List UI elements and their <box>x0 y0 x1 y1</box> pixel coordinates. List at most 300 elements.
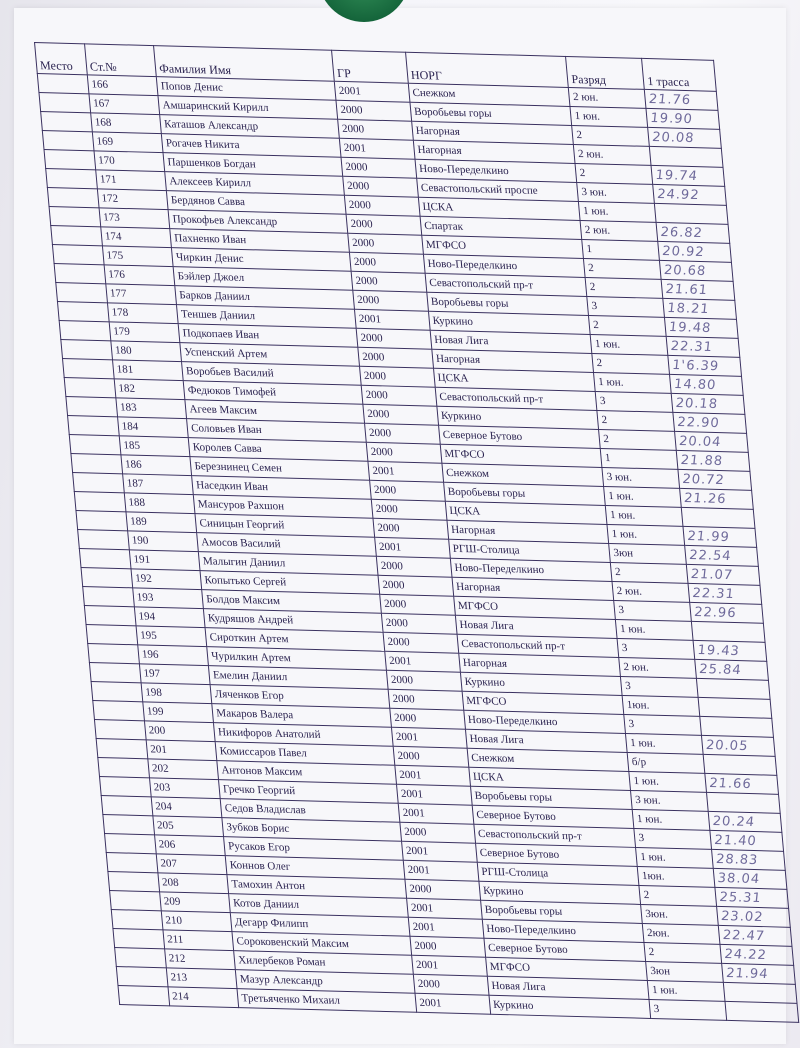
row-place <box>74 492 126 512</box>
row-name: Синицын Георгий <box>195 514 375 538</box>
row-rank: 3 <box>614 600 692 621</box>
row-organization: Воробьевы горы <box>410 102 572 125</box>
row-organization: Ново-Переделкино <box>464 710 626 733</box>
row-rank: 1юн. <box>638 866 716 887</box>
row-run-1-time: 21.66 <box>705 773 778 794</box>
row-start-number: 184 <box>117 417 188 438</box>
row-place <box>108 872 160 892</box>
row-rank: 2 <box>639 885 717 906</box>
row-place <box>49 207 101 227</box>
row-name: Мансуров Рахшон <box>194 495 374 519</box>
row-place <box>71 454 123 474</box>
row-organization: Ново-Переделкино <box>423 254 585 277</box>
row-run-1-time <box>682 507 755 528</box>
row-name: Каташов Александр <box>160 115 340 139</box>
row-start-number: 177 <box>106 284 177 305</box>
row-start-number: 183 <box>116 398 187 419</box>
row-run-1-time: 20.18 <box>672 393 745 414</box>
row-organization: Севастопольский проспе <box>417 178 579 201</box>
row-birth-year: 2000 <box>378 575 453 596</box>
row-rank: 1 юн. <box>604 486 682 507</box>
row-start-number: 182 <box>114 379 185 400</box>
row-run-1-time: 28.83 <box>712 849 785 870</box>
row-birth-year: 2001 <box>340 138 415 159</box>
row-place <box>91 682 143 702</box>
row-place <box>116 967 168 987</box>
row-rank: 2 юн. <box>574 144 652 165</box>
row-organization: Ново-Переделкино <box>482 919 644 942</box>
row-run-1-time: 22.47 <box>719 925 792 946</box>
row-organization: Севастопольский пр-т <box>474 824 636 847</box>
row-start-number: 178 <box>107 303 178 324</box>
row-organization: Спартак <box>420 216 582 239</box>
row-organization: Новая Лига <box>487 976 649 999</box>
row-rank: 1 юн. <box>636 847 714 868</box>
row-rank: 1 юн. <box>606 505 684 526</box>
row-run-1-time <box>700 716 773 737</box>
row-place <box>101 796 153 816</box>
row-run-1-time: 14.80 <box>670 374 743 395</box>
row-run-1-time <box>650 146 723 167</box>
row-run-1-time: 20.72 <box>678 469 751 490</box>
row-place <box>64 378 116 398</box>
row-start-number: 188 <box>124 493 195 514</box>
row-organization: Куркино <box>489 995 651 1018</box>
row-place <box>88 644 140 664</box>
row-organization: Северное Бутово <box>472 805 634 828</box>
row-start-number: 199 <box>143 702 214 723</box>
row-place <box>51 226 103 246</box>
row-organization: ЦСКА <box>445 501 607 524</box>
row-birth-year: 2000 <box>405 879 480 900</box>
row-name: Малыгин Даниил <box>199 552 379 576</box>
row-birth-year: 2000 <box>380 594 455 615</box>
row-start-number: 171 <box>96 170 167 191</box>
row-run-1-time: 18.21 <box>663 298 736 319</box>
row-birth-year: 2000 <box>382 613 457 634</box>
row-rank: 3 <box>634 828 712 849</box>
row-organization: Новая Лига <box>455 615 617 638</box>
row-birth-year: 2000 <box>356 328 431 349</box>
row-birth-year: 2000 <box>345 195 420 216</box>
row-place <box>89 663 141 683</box>
row-birth-year: 2001 <box>397 784 472 805</box>
row-birth-year: 2000 <box>390 708 465 729</box>
row-run-1-time: 22.31 <box>688 583 761 604</box>
row-birth-year: 2001 <box>402 841 477 862</box>
header-cell-place: Место <box>35 43 88 75</box>
row-birth-year: 2000 <box>366 442 441 463</box>
row-name: Березнинец Семен <box>190 457 370 481</box>
row-name: Копытько Сергей <box>200 571 380 595</box>
row-birth-year: 2001 <box>385 651 460 672</box>
row-run-1-time <box>703 754 776 775</box>
row-place <box>73 473 125 493</box>
row-start-number: 180 <box>111 341 182 362</box>
row-rank: 1 юн. <box>616 619 694 640</box>
row-birth-year: 2000 <box>410 936 485 957</box>
results-table <box>34 42 799 1023</box>
row-rank: 1юн. <box>623 695 701 716</box>
row-run-1-time: 20.24 <box>709 811 782 832</box>
row-organization: Нагорная <box>432 349 594 372</box>
row-name: Сироткин Артем <box>205 628 385 652</box>
row-birth-year: 2001 <box>334 81 409 102</box>
row-place <box>76 511 128 531</box>
row-name: Соловьев Иван <box>187 419 367 443</box>
row-birth-year: 2001 <box>408 917 483 938</box>
row-start-number: 179 <box>109 322 180 343</box>
row-birth-year: 2000 <box>370 480 445 501</box>
row-rank: 1 юн. <box>594 372 672 393</box>
row-rank: 3 <box>624 714 702 735</box>
row-place <box>54 264 106 284</box>
row-start-number: 209 <box>159 892 230 913</box>
row-place <box>78 530 130 550</box>
row-birth-year: 2000 <box>400 822 475 843</box>
row-name: Успенский Артем <box>180 343 360 367</box>
row-name: Бэйлер Джоел <box>173 267 353 291</box>
row-name: Амосов Василий <box>197 533 377 557</box>
row-run-1-time: 21.88 <box>677 450 750 471</box>
row-name: Антонов Максим <box>217 761 397 785</box>
row-start-number: 175 <box>102 246 173 267</box>
row-run-1-time: 20.92 <box>658 241 731 262</box>
row-place <box>105 834 157 854</box>
row-organization: Ново-Переделкино <box>450 558 612 581</box>
row-organization: МГФСО <box>422 235 584 258</box>
row-rank: 2юн. <box>643 923 721 944</box>
row-organization: Куркино <box>460 672 622 695</box>
row-run-1-time: 21.61 <box>661 279 734 300</box>
row-place <box>44 150 96 170</box>
row-place <box>56 283 108 303</box>
row-birth-year: 2000 <box>336 100 411 121</box>
row-rank: 1 юн. <box>633 809 711 830</box>
row-name: Королев Савва <box>189 438 369 462</box>
row-organization: Куркино <box>428 311 590 334</box>
row-start-number: 173 <box>99 208 170 229</box>
row-start-number: 200 <box>144 721 215 742</box>
row-name: Сороковенский Максим <box>232 932 412 956</box>
row-birth-year: 2001 <box>395 765 470 786</box>
row-run-1-time <box>698 697 771 718</box>
row-place <box>68 416 120 436</box>
row-rank: 3 юн. <box>631 790 709 811</box>
row-run-1-time: 26.82 <box>656 222 729 243</box>
row-rank: 1 юн. <box>570 106 648 127</box>
row-name: Воробьев Василий <box>182 362 362 386</box>
row-run-1-time: 24.92 <box>653 184 726 205</box>
row-start-number: 186 <box>121 455 192 476</box>
row-rank: 2 <box>572 125 650 146</box>
row-organization: Нагорная <box>412 121 574 144</box>
row-place <box>61 340 113 360</box>
row-name: Комиссаров Павел <box>215 742 395 766</box>
row-name: Третьяченко Михаил <box>237 989 417 1013</box>
row-run-1-time: 20.68 <box>660 260 733 281</box>
row-start-number: 207 <box>156 854 227 875</box>
row-place <box>100 777 152 797</box>
header-cell-birth-year: ГР <box>332 50 408 83</box>
row-organization: Куркино <box>479 881 641 904</box>
row-rank: 1 юн. <box>579 201 657 222</box>
row-start-number: 212 <box>165 949 236 970</box>
row-organization: РГШ-Столица <box>477 862 639 885</box>
row-start-number: 191 <box>129 550 200 571</box>
row-organization: Снежком <box>408 83 570 106</box>
row-place <box>118 986 170 1006</box>
row-organization: Нагорная <box>459 653 621 676</box>
row-start-number: 206 <box>154 835 225 856</box>
row-organization: МГФСО <box>462 691 624 714</box>
row-place <box>103 815 155 835</box>
row-organization: ЦСКА <box>433 368 595 391</box>
row-name: Кудряшов Андрей <box>204 609 384 633</box>
row-rank: 2 <box>586 277 664 298</box>
row-birth-year: 2000 <box>360 366 435 387</box>
row-organization: Куркино <box>437 406 599 429</box>
row-organization: Воробьевы горы <box>470 786 632 809</box>
row-organization: РГШ-Столица <box>449 539 611 562</box>
row-start-number: 213 <box>166 968 237 989</box>
row-rank: 2 <box>575 163 653 184</box>
row-place <box>46 169 98 189</box>
row-place <box>52 245 104 265</box>
row-birth-year: 2000 <box>387 670 462 691</box>
row-birth-year: 2000 <box>338 119 413 140</box>
row-rank: 1 юн. <box>648 980 726 1001</box>
row-place <box>93 701 145 721</box>
row-start-number: 190 <box>128 531 199 552</box>
row-organization: Новая Лига <box>465 729 627 752</box>
row-rank: 1 <box>582 239 660 260</box>
row-start-number: 181 <box>112 360 183 381</box>
row-rank: 2 <box>592 353 670 374</box>
row-start-number: 204 <box>151 797 222 818</box>
row-name: Бердянов Савва <box>167 191 347 215</box>
row-place <box>98 758 150 778</box>
row-name: Дегарр Филипп <box>231 913 411 937</box>
row-organization: Снежком <box>467 748 629 771</box>
row-start-number: 185 <box>119 436 190 457</box>
row-rank: 3 <box>587 296 665 317</box>
row-organization: Северное Бутово <box>438 425 600 448</box>
row-birth-year: 2001 <box>407 898 482 919</box>
row-organization: Воробьевы горы <box>427 292 589 315</box>
row-start-number: 176 <box>104 265 175 286</box>
row-name: Пахненко Иван <box>170 229 350 253</box>
row-name: Федюков Тимофей <box>183 381 363 405</box>
row-run-1-time: 1'6.39 <box>668 355 741 376</box>
row-rank: 2 <box>611 562 689 583</box>
row-rank: 2 <box>589 315 667 336</box>
row-run-1-time: 21.07 <box>687 564 760 585</box>
row-birth-year: 2000 <box>351 271 426 292</box>
row-name: Котов Даниил <box>229 894 409 918</box>
row-organization: Севастопольский пр-т <box>435 387 597 410</box>
row-name: Тамохин Антон <box>227 875 407 899</box>
header-cell-name: Фамилия Имя <box>154 46 335 82</box>
row-start-number: 193 <box>133 588 204 609</box>
row-organization: Снежком <box>442 463 604 486</box>
row-run-1-time: 22.31 <box>667 336 740 357</box>
row-organization: Воробьевы горы <box>444 482 606 505</box>
row-organization: ЦСКА <box>418 197 580 220</box>
row-birth-year: 2000 <box>376 556 451 577</box>
row-birth-year: 2000 <box>350 252 425 273</box>
row-place <box>63 359 115 379</box>
row-run-1-time: 19.48 <box>665 317 738 338</box>
row-start-number: 208 <box>158 873 229 894</box>
row-organization: Нагорная <box>447 520 609 543</box>
row-rank: 1 юн. <box>591 334 669 355</box>
row-place <box>111 910 163 930</box>
row-start-number: 203 <box>149 778 220 799</box>
row-name: Болдов Максим <box>202 590 382 614</box>
row-organization: Нагорная <box>452 577 614 600</box>
row-rank: 3юн. <box>641 904 719 925</box>
row-birth-year: 2001 <box>403 860 478 881</box>
row-name: Теншев Даниил <box>177 305 357 329</box>
row-name: Хилербеков Роман <box>234 951 414 975</box>
row-run-1-time <box>697 678 770 699</box>
row-place <box>84 606 136 626</box>
row-run-1-time: 19.74 <box>651 165 724 186</box>
results-sheet <box>34 42 799 1023</box>
row-start-number: 194 <box>134 607 205 628</box>
row-run-1-time <box>707 792 780 813</box>
row-birth-year: 2000 <box>353 290 428 311</box>
row-start-number: 187 <box>122 474 193 495</box>
row-start-number: 170 <box>94 151 165 172</box>
row-rank: 3юн <box>646 961 724 982</box>
row-run-1-time: 19.43 <box>693 640 766 661</box>
header-cell-start-number: Ст.№ <box>84 44 156 77</box>
row-run-1-time: 22.90 <box>673 412 746 433</box>
row-start-number: 172 <box>97 189 168 210</box>
row-birth-year: 2000 <box>365 423 440 444</box>
row-rank: 2 <box>599 429 677 450</box>
row-rank: 1 юн. <box>607 524 685 545</box>
row-name: Алексеев Кирилл <box>165 172 345 196</box>
row-start-number: 174 <box>101 227 172 248</box>
row-place <box>41 112 93 132</box>
row-organization: МГФСО <box>440 444 602 467</box>
row-run-1-time: 21.40 <box>710 830 783 851</box>
row-name: Русаков Егор <box>224 837 404 861</box>
row-name: Никифоров Анатолий <box>214 723 394 747</box>
row-run-1-time: 21.94 <box>722 963 795 984</box>
row-run-1-time: 20.04 <box>675 431 748 452</box>
row-organization: МГФСО <box>454 596 616 619</box>
row-organization: Севастопольский пр-т <box>457 634 619 657</box>
row-rank: 3 <box>617 638 695 659</box>
row-name: Зубков Борис <box>222 818 402 842</box>
row-run-1-time: 25.31 <box>715 887 788 908</box>
row-organization: МГФСО <box>486 957 648 980</box>
row-rank: 3 <box>596 391 674 412</box>
row-birth-year: 2000 <box>341 157 416 178</box>
row-place <box>110 891 162 911</box>
row-start-number: 195 <box>136 626 207 647</box>
row-organization: Новая Лига <box>430 330 592 353</box>
row-name: Коннов Олег <box>226 856 406 880</box>
row-rank: 2 <box>597 410 675 431</box>
row-name: Гречко Георгий <box>219 780 399 804</box>
row-organization: Ново-Переделкино <box>415 159 577 182</box>
row-rank: 2 юн. <box>619 657 697 678</box>
row-organization: Северное Бутово <box>484 938 646 961</box>
row-run-1-time: 21.76 <box>645 89 718 110</box>
row-name: Паршенков Богдан <box>163 153 343 177</box>
row-run-1-time: 19.90 <box>646 108 719 129</box>
row-run-1-time: 20.08 <box>648 127 721 148</box>
row-birth-year: 2001 <box>368 461 443 482</box>
row-run-1-time: 21.26 <box>680 488 753 509</box>
row-rank: 2 юн. <box>612 581 690 602</box>
row-birth-year: 2000 <box>383 632 458 653</box>
row-birth-year: 2000 <box>371 499 446 520</box>
row-start-number: 192 <box>131 569 202 590</box>
row-place <box>66 397 118 417</box>
row-organization: ЦСКА <box>469 767 631 790</box>
row-birth-year: 2000 <box>413 974 488 995</box>
row-start-number: 210 <box>161 911 232 932</box>
row-start-number: 211 <box>163 930 234 951</box>
row-place <box>83 587 135 607</box>
row-run-1-time: 25.84 <box>695 659 768 680</box>
row-birth-year: 2000 <box>346 214 421 235</box>
row-name: Агеев Максим <box>185 400 365 424</box>
row-place <box>39 93 91 113</box>
row-start-number: 168 <box>91 113 162 134</box>
header-cell-rank: Разряд <box>566 56 645 89</box>
row-birth-year: 2000 <box>361 385 436 406</box>
row-start-number: 202 <box>148 759 219 780</box>
row-rank: 1 юн. <box>629 771 707 792</box>
row-birth-year: 2000 <box>348 233 423 254</box>
row-name: Мазур Александр <box>236 970 416 994</box>
row-run-1-time <box>724 982 797 1003</box>
row-run-1-time: 23.02 <box>717 906 790 927</box>
header-cell-run-1: 1 трасса <box>642 58 716 91</box>
header-cell-organization: НОРГ <box>405 52 568 87</box>
row-name: Подкопаев Иван <box>178 324 358 348</box>
row-place <box>59 321 111 341</box>
row-birth-year: 2000 <box>363 404 438 425</box>
row-name: Макаров Валера <box>212 704 392 728</box>
row-birth-year: 2001 <box>412 955 487 976</box>
row-run-1-time <box>655 203 728 224</box>
row-name: Барков Даниил <box>175 286 355 310</box>
row-birth-year: 2000 <box>343 176 418 197</box>
row-name: Седов Владислав <box>220 799 400 823</box>
row-place <box>96 739 148 759</box>
row-run-1-time <box>692 621 765 642</box>
row-birth-year: 2001 <box>392 727 467 748</box>
row-rank: 1 <box>601 448 679 469</box>
row-rank: 3 <box>649 999 727 1020</box>
row-start-number: 166 <box>87 75 158 96</box>
row-name: Ляченков Егор <box>210 685 390 709</box>
row-start-number: 169 <box>92 132 163 153</box>
row-name: Чиркин Денис <box>172 248 352 272</box>
row-rank: 3 юн. <box>577 182 655 203</box>
row-name: Прокофьев Александр <box>168 210 348 234</box>
row-run-1-time: 38.04 <box>714 868 787 889</box>
row-name: Рогачев Никита <box>162 134 342 158</box>
